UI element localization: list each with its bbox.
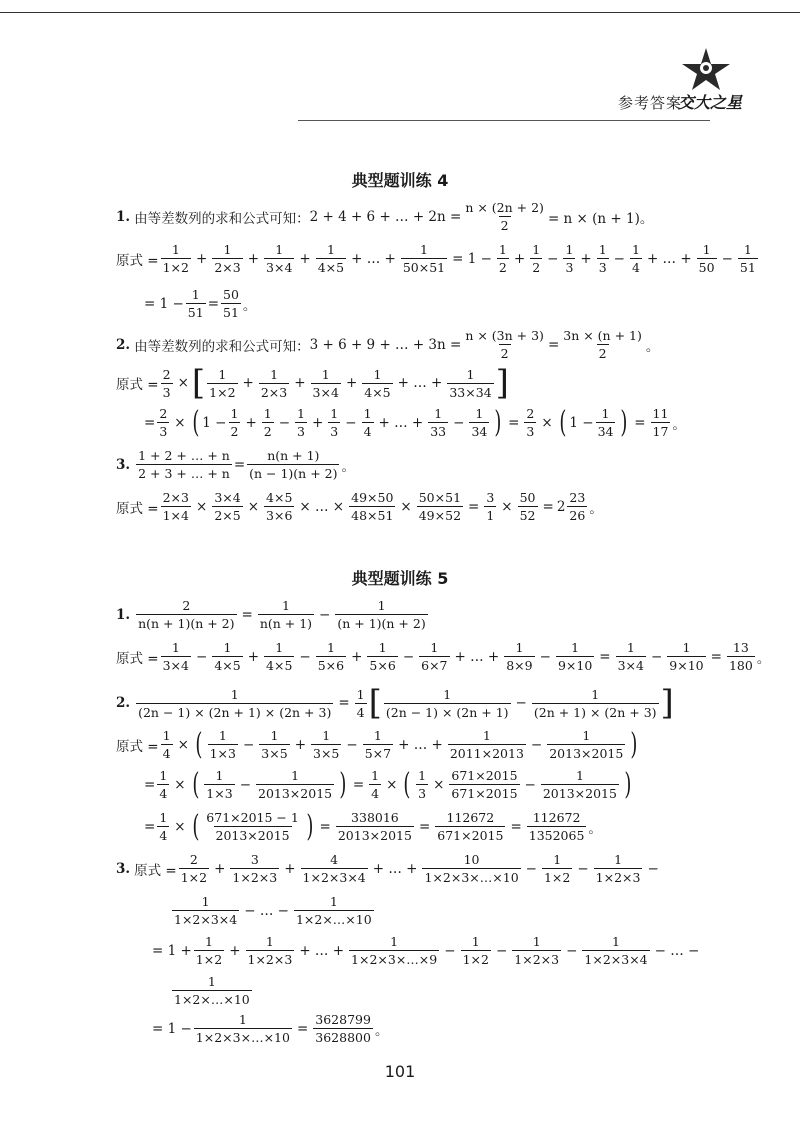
text: = [233,456,246,473]
s5-q1-line2: 原式 = $\frac{1}{3\times 4}$ − $\frac{1}{4\times 5}$ + $\frac{1}{4\times 5}$ − $\frac{1}{5\times 6}$ + $\frac{1}{5\times 6}$ − $\frac{1}{6\times 7}$ + … + $\frac{1}{8\times 9}$ − $\frac{1}{9\times 10}$ = $\frac{1}{3\times 4}$ − $\frac{1}{9\times 10}$ = $\frac{13}{180}$ 。 [116,640,771,673]
fraction: $\frac{50\times 51}{49\times 52}$ [418,490,462,523]
text: 。 [341,458,355,475]
fraction: $\frac{1}{2013\times 2015}$ [549,728,624,761]
text: = n × (n + 1)。 [547,210,654,227]
fraction: $\frac{3\times 4}{2\times 5}$ [214,490,241,523]
fraction: $\frac{n(n + 1)}{(n - 1)(n + 2)}$ [249,448,338,481]
fraction: $\frac{1}{8\times 9}$ [506,640,533,673]
question-number: 2. [116,336,131,353]
fraction: $\frac{1}{3\times 5}$ [261,728,288,761]
fraction: $\frac{1}{1\times 2\times\dots\times 10}$ [174,974,250,1007]
fraction: $\frac{1}{3\times 4}$ [162,640,189,673]
fraction: $\frac{1}{1\times 2\times 3\times 4}$ [174,894,238,927]
text: 由等差数列的求和公式可知： [134,210,310,227]
fraction: $\frac{1}{3\times 4}$ [617,640,644,673]
fraction: $\frac{1}{2}$ [230,406,239,439]
s4-q2-line3: = $\frac{2}{3}$ × ( 1 − $\frac{1}{2}$ + $\frac{1}{2}$ − $\frac{1}{3}$ + $\frac{1}{3}$ − $\frac{1}{4}$ + … + $\frac{1}{33}$ − $\frac{1}{34}$ ) = $\frac{2}{3}$ × ( 1 − $\frac{1}{34}$ ) = $\frac{11}{17}$ 。 [144,404,686,440]
fraction: $\frac{1}{5\times 6}$ [317,640,345,673]
header-rule [298,120,710,121]
fraction: $\frac{1}{34}$ [597,406,614,439]
top-rule [0,12,800,13]
fraction: $\frac{1}{34}$ [471,406,488,439]
fraction: $\frac{671\times 2015 - 1}{2013\times 2015}$ [206,810,299,843]
fraction: $\frac{1}{2013\times 2015}$ [258,768,333,801]
fraction: $\frac{1}{2013\times 2015}$ [542,768,617,801]
question-number: 2. [116,695,131,711]
fraction: $\frac{3}{1}$ [486,490,495,523]
header-title: 参考答案 [617,94,682,112]
fraction: $\frac{1}{(2n + 1) \times (2n + 3)}$ [533,686,657,720]
fraction: $\frac{112672}{671\times 2015}$ [437,810,504,843]
fraction: $\frac{1}{4}$ [159,810,168,843]
fraction: $\frac{1}{3}$ [565,242,574,275]
fraction: $\frac{1}{2}$ [532,242,541,275]
fraction: $\frac{1}{3\times 5}$ [313,728,340,761]
fraction: $\frac{n \times (2n + 2)}{2}$ [465,200,544,233]
fraction: $\frac{3n \times (n + 1)}{2}$ [563,328,642,361]
s5-q3-line3: = 1 + $\frac{1}{1\times 2}$ + $\frac{1}{1\times 2\times 3}$ + … + $\frac{1}{1\times 2\times 3\times\dots\times 9}$ − $\frac{1}{1\times 2}$ − $\frac{1}{1\times 2\times 3}$ − $\frac{1}{1\times 2\times 3\times 4}$ − … − [152,934,700,967]
fraction: $\frac{1}{33}$ [430,406,447,439]
fraction: $\frac{1}{(n + 1)(n + 2)}$ [337,598,426,631]
fraction: $\frac{50}{51}$ [223,287,239,320]
fraction: $\frac{49\times 50}{48\times 51}$ [351,490,394,523]
text: 2 [556,498,566,515]
fraction: $\frac{1}{6\times 7}$ [421,640,448,673]
s4-q3-line1 [116,448,355,481]
s5-q3-line4 [170,974,254,1007]
fraction: $\frac{1}{4}$ [371,768,380,801]
s4-q1-line3 [144,287,256,320]
fraction: $\frac{112672}{1352065}$ [528,810,585,843]
fraction: $\frac{1}{1\times 2\times 3\times\dots\times 10}$ [195,1012,290,1045]
label-original: 原式 = [134,862,177,879]
fraction: $\frac{1}{5\times 7}$ [364,728,392,761]
fraction: $\frac{1}{33\times 34}$ [449,366,492,400]
fraction: $\frac{2\times 3}{1\times 4}$ [162,490,189,523]
fraction: $\frac{1}{4\times 5}$ [364,366,391,400]
fraction: $\frac{1}{9\times 10}$ [557,640,593,673]
fraction: $\frac{13}{180}$ [728,640,753,673]
fraction: $\frac{1}{3}$ [330,406,339,439]
fraction: $\frac{1}{5\times 6}$ [369,640,396,673]
fraction: $\frac{1}{4}$ [159,768,168,801]
fraction: $\frac{1}{1\times 3}$ [206,768,233,801]
s5-q3-line5: = 1 − $\frac{1}{1\times 2\times 3\times\dots\times 10}$ = $\frac{3628799}{3628800}$ 。 [152,1012,389,1045]
text: 3 + 6 + 9 + … + 3n = [309,336,462,353]
fraction: $\frac{1}{4}$ [356,686,365,720]
text: = [547,336,560,353]
question-number: 3. [116,860,131,877]
fraction: $\frac{1}{(2n - 1) \times (2n + 1)}$ [385,686,509,720]
text: 。 [645,338,660,355]
s5-q3-line2: $\frac{1}{1\times 2\times 3\times 4}$ − … − $\frac{1}{1\times 2\times\dots\times 10}$ [174,894,372,927]
question-number: 1. [116,208,131,225]
fraction: $\frac{3628799}{3628800}$ [315,1012,371,1045]
section-title-4: 典型题训练 4 [351,171,449,190]
fraction: $\frac{1}{50}$ [698,242,715,275]
label-original: 原式 = [116,377,159,393]
fraction: $\frac{1}{2}$ [498,242,507,275]
question-number: 3. [116,456,131,473]
fraction: $\frac{1}{1\times 2}$ [462,934,489,967]
fraction: $\frac{2}{3}$ [162,366,171,400]
text: = 1 − [144,295,184,312]
text: = [207,295,220,312]
fraction: $\frac{4\times 5}{3\times 6}$ [266,490,293,523]
s5-q2-line2: 原式 = $\frac{1}{4}$ × ( $\frac{1}{1\times 3}$ − $\frac{1}{3\times 5}$ + $\frac{1}{3\times 5}$ − $\frac{1}{5\times 7}$ + … + $\frac{1}{2011\times 2013}$ − $\frac{1}{2013\times 2015}$ ) [116,726,638,762]
page-number: 101 [384,1062,416,1081]
fraction: $\frac{1}{1\times 2\times 3\times 4}$ [584,934,648,967]
text: 。 [242,297,257,314]
fraction: $\frac{671\times 2015}{671\times 2015}$ [451,768,518,801]
fraction: $\frac{1}{4\times 5}$ [214,640,241,673]
fraction: $\frac{1}{1\times 2\times 3}$ [247,934,293,967]
fraction: $\frac{1}{3}$ [418,768,427,801]
fraction: $\frac{4}{1\times 2\times 3\times 4}$ [302,852,366,885]
fraction: $\frac{1}{1\times 2}$ [162,242,189,275]
fraction: $\frac{n \times (3n + 3)}{2}$ [465,328,544,361]
label-original: 原式 = [116,738,159,755]
fraction: $\frac{1 + 2 + \dots + n}{2 + 3 + \dots + n}$ [138,448,230,481]
fraction: $\frac{1}{3\times 4}$ [312,366,339,400]
fraction: $\frac{1}{50\times 51}$ [402,242,446,275]
fraction: $\frac{1}{3\times 4}$ [266,242,293,275]
fraction: $\frac{1}{1\times 2}$ [543,852,571,885]
s5-q2-line3: = $\frac{1}{4}$ × ( $\frac{1}{1\times 3}$ − $\frac{1}{2013\times 2015}$ ) = $\frac{1}{4}$ × ( $\frac{1}{3}$ × $\frac{671\times 2015}{671\times 2015}$ − $\frac{1}{2013\times 2015}$ ) [144,766,632,802]
fraction: $\frac{1}{n(n + 1)}$ [259,598,313,631]
fraction: $\frac{1}{2\times 3}$ [260,366,288,400]
fraction: $\frac{2}{n(n + 1)(n + 2)}$ [138,598,235,631]
fraction: $\frac{2}{3}$ [526,406,535,439]
fraction: $\frac{1}{4}$ [162,728,171,761]
fraction: $\frac{2}{3}$ [159,406,168,439]
fraction: $\frac{1}{51}$ [187,287,204,320]
fraction: $\frac{1}{2\times 3}$ [214,242,241,275]
label-original: 原式 = [116,500,159,517]
fraction: $\frac{1}{1\times 2\times 3}$ [595,852,641,885]
fraction: $\frac{11}{17}$ [652,406,669,439]
fraction: $\frac{1}{1\times 2\times\dots\times 10}$ [295,894,372,927]
fraction: $\frac{50}{52}$ [519,490,536,523]
fraction: $\frac{1}{4}$ [363,406,372,439]
s4-q2-line2: 原式 = $\frac{2}{3}$ × [ $\frac{1}{1\times 2}$ + $\frac{1}{2\times 3}$ + $\frac{1}{3\times 4}$ + $\frac{1}{4\times 5}$ + … + $\frac{1}{33\times 34}$ ] [116,363,509,403]
fraction: $\frac{1}{4\times 5}$ [317,242,345,275]
fraction: $\frac{1}{3}$ [598,242,607,275]
brand-name: 交大之星 [677,93,742,112]
label-original: 原式 = [116,252,159,269]
fraction: $\frac{23}{26}$ [569,490,586,523]
s5-q3-line1: 3. 原式 = $\frac{2}{1\times 2}$ + $\frac{3}{1\times 2\times 3}$ + $\frac{4}{1\times 2\times 3\times 4}$ + … + $\frac{10}{1\times 2\times 3\times\dots\times 10}$ − $\frac{1}{1\times 2}$ − $\frac{1}{1\times 2\times 3}$ − [116,852,659,885]
fraction: $\frac{1}{1\times 2}$ [209,366,236,400]
s4-q1-line1 [116,200,653,233]
s4-q1-line2: 原式 = $\frac{1}{1\times 2}$ + $\frac{1}{2\times 3}$ + $\frac{1}{3\times 4}$ + $\frac{1}{4\times 5}$ + … + $\frac{1}{50\times 51}$ = 1 − $\frac{1}{2}$ + $\frac{1}{2}$ − $\frac{1}{3}$ + $\frac{1}{3}$ − $\frac{1}{4}$ + … + $\frac{1}{50}$ − $\frac{1}{51}$ [116,242,756,275]
s5-q2-line1: 2. $\frac{1}{(2n - 1) \times (2n + 1) \times (2n + 3)}$ = $\frac{1}{4}$ [ $\frac{1}{(2n - 1) \times (2n + 1)}$ − $\frac{1}{(2n + 1) \times (2n + 3)}$ ] [116,683,674,723]
s5-q2-line4: = $\frac{1}{4}$ × ( $\frac{671\times 2015 - 1}{2013\times 2015}$ ) = $\frac{338016}{2013\times 2015}$ = $\frac{112672}{671\times 2015}$ = $\frac{112672}{1352065}$ 。 [144,808,602,844]
fraction: $\frac{3}{1\times 2\times 3}$ [232,852,278,885]
text: 由等差数列的求和公式可知： [134,338,310,355]
fraction: $\frac{1}{1\times 2}$ [195,934,223,967]
s4-q2-line1 [116,328,659,361]
fraction: $\frac{1}{1\times 2\times 3\times\dots\times 9}$ [351,934,438,967]
question-number: 1. [116,606,131,623]
fraction: $\frac{1}{51}$ [739,242,756,275]
fraction: $\frac{1}{1\times 3}$ [209,728,236,761]
fraction: $\frac{1}{(2n - 1) \times (2n + 1) \times (2n + 3)}$ [138,686,332,720]
fraction: $\frac{1}{9\times 10}$ [669,640,704,673]
s5-q1-line1: 1. $\frac{2}{n(n + 1)(n + 2)}$ = $\frac{1}{n(n + 1)}$ − $\frac{1}{(n + 1)(n + 2)}$ [116,598,426,631]
fraction: $\frac{1}{4}$ [631,242,640,275]
text: 2 + 4 + 6 + … + 2n = [309,208,462,225]
star-logo-icon [678,46,734,92]
s4-q3-line2: 原式 = $\frac{2\times 3}{1\times 4}$ × $\frac{3\times 4}{2\times 5}$ × $\frac{4\times 5}{3\times 6}$ × … × $\frac{49\times 50}{48\times 51}$ × $\frac{50\times 51}{49\times 52}$ = $\frac{3}{1}$ × $\frac{50}{52}$ = 2 $\frac{23}{26}$ 。 [116,490,603,523]
fraction: $\frac{1}{4\times 5}$ [266,640,293,673]
fraction: $\frac{1}{2}$ [263,406,272,439]
fraction: $\frac{338016}{2013\times 2015}$ [337,810,412,843]
fraction: $\frac{10}{1\times 2\times 3\times\dots\times 10}$ [424,852,519,885]
fraction: $\frac{1}{2011\times 2013}$ [449,728,524,761]
label-original: 原式 = [116,650,159,667]
fraction: $\frac{1}{1\times 2\times 3}$ [514,934,560,967]
section-title-5: 典型题训练 5 [351,569,449,588]
fraction: $\frac{2}{1\times 2}$ [180,852,208,885]
fraction: $\frac{1}{3}$ [297,406,305,439]
